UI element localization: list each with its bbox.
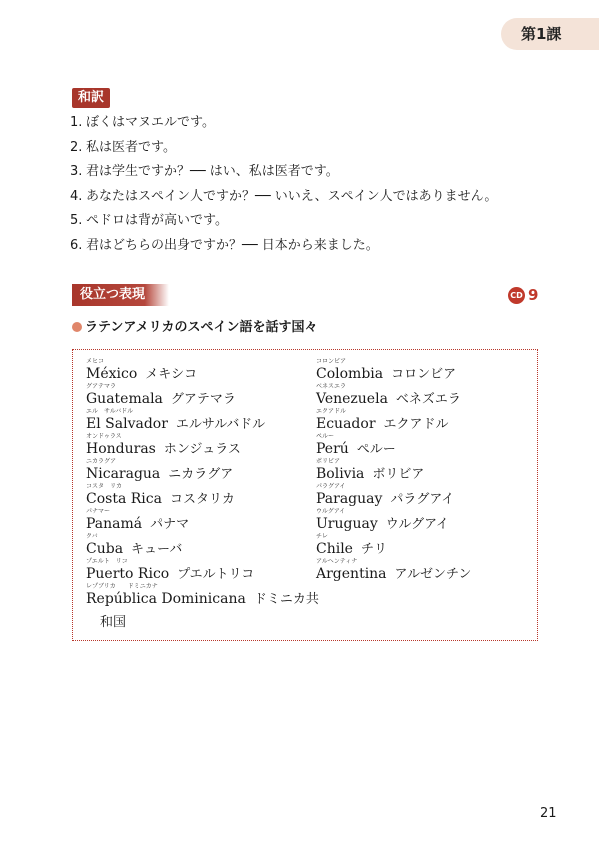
country-entry [86, 558, 254, 583]
country-ruby: パラグアイ [316, 483, 346, 490]
country-entry [86, 483, 235, 508]
country-ruby: ニカラグア [86, 458, 117, 465]
country-spanish: Ecuador [316, 416, 376, 432]
country-spanish: Perú [316, 441, 349, 457]
country-entry [86, 583, 319, 608]
country-spanish: Nicaragua [86, 466, 161, 482]
country-spanish: México [86, 366, 138, 382]
country-japanese: パナマ [150, 517, 190, 532]
country-japanese: ドミニカ共 [253, 592, 319, 607]
country-japanese: エルサルバドル [175, 417, 266, 432]
country-japanese: ホンジュラス [163, 442, 241, 457]
country-ruby: コスタ リカ [86, 483, 122, 490]
country-ruby: ペルー [316, 433, 335, 440]
country-entry [316, 483, 454, 508]
country-entry [86, 358, 197, 383]
item-number: 5. [70, 213, 83, 228]
country-ruby: プエルト リコ [86, 558, 128, 565]
cd-icon: CD [508, 287, 525, 304]
country-japanese: プエルトリコ [177, 567, 255, 582]
country-entry [316, 408, 449, 433]
country-spanish: Colombia [316, 366, 384, 382]
country-ruby: パナマー [86, 508, 111, 515]
translation-item [70, 185, 540, 210]
country-japanese: ボリビア [372, 467, 425, 482]
country-japanese: エクアドル [383, 417, 449, 432]
translation-item [70, 209, 540, 234]
country-japanese: グアテマラ [170, 392, 236, 407]
page-number: 21 [540, 806, 557, 821]
country-entry [316, 458, 424, 483]
country-ruby: コロンビア [316, 358, 347, 365]
item-number: 1. [70, 115, 83, 130]
country-ruby: ベネスエラ [316, 383, 347, 390]
country-spanish: Paraguay [316, 491, 383, 507]
country-entry [86, 408, 265, 433]
country-ruby: レプブリカ ドミニカナ [86, 583, 158, 590]
item-number: 6. [70, 237, 83, 253]
item-number: 4. [70, 188, 83, 204]
country-entry [316, 358, 456, 383]
country-entry [316, 533, 387, 558]
country-japanese: チリ [360, 542, 387, 557]
item-text: ペドロは背が高いです。 [86, 213, 228, 228]
country-entry [316, 383, 461, 408]
country-ruby: ウルグアイ [316, 508, 346, 515]
country-entry [86, 458, 233, 483]
country-ruby: アルヘンティナ [316, 558, 358, 565]
country-ruby: ボリビア [316, 458, 341, 465]
country-japanese: コスタリカ [169, 492, 235, 507]
item-text: あなたはスペイン人ですか？── いいえ、スペイン人ではありません。 [86, 188, 498, 204]
country-spanish: Guatemala [86, 391, 163, 407]
countries-subheading [72, 318, 317, 338]
translation-item [70, 160, 540, 185]
translation-item [70, 234, 540, 259]
subheading-text: ラテンアメリカのスペイン語を話す国々 [85, 320, 318, 335]
country-ruby: チレ [316, 533, 328, 540]
country-ruby: オンドゥラス [86, 433, 122, 440]
cd-track-number: 9 [528, 286, 539, 304]
country-japanese: ペルー [356, 442, 396, 457]
country-japanese: ニカラグア [168, 467, 234, 482]
country-spanish: Honduras [86, 441, 156, 457]
country-japanese: ベネズエラ [395, 392, 461, 407]
country-entry [86, 508, 189, 533]
country-spanish: Venezuela [316, 391, 388, 407]
lesson-tab: 第1課 [501, 18, 599, 50]
country-entry [316, 558, 471, 583]
country-spanish: El Salvador [86, 416, 168, 432]
item-text: 君は学生ですか？── はい、私は医者です。 [86, 164, 339, 179]
translation-list [70, 111, 540, 258]
country-entry [86, 433, 241, 458]
country-ruby: エクアドル [316, 408, 347, 415]
item-number: 2. [70, 139, 83, 155]
country-japanese: アルゼンチン [394, 567, 472, 582]
country-entry [86, 533, 182, 558]
item-text: 君はどちらの出身ですか？── 日本から来ました。 [86, 237, 379, 253]
bullet-icon [72, 322, 82, 332]
country-japanese: ウルグアイ [385, 517, 449, 532]
item-number: 3. [70, 164, 83, 179]
item-text: ぼくはマヌエルです。 [86, 115, 215, 130]
country-spanish: Cuba [86, 541, 124, 557]
country-spanish: Chile [316, 541, 353, 557]
useful-expressions-label: 役立つ表現 [72, 284, 169, 306]
country-spanish: Puerto Rico [86, 566, 170, 582]
country-entry [86, 383, 236, 408]
country-ruby: エル サルバドル [86, 408, 134, 415]
country-spanish: Bolivia [316, 466, 365, 482]
country-japanese: メキシコ [145, 367, 198, 382]
country-entry [316, 433, 396, 458]
country-spanish: República Dominicana [86, 591, 246, 607]
country-spanish: Argentina [316, 566, 387, 582]
item-text: 私は医者です。 [86, 139, 176, 155]
country-ruby: グアテマラ [86, 383, 117, 390]
country-ruby: クバ [86, 533, 98, 540]
country-japanese: キューバ [131, 542, 183, 557]
translation-item [70, 136, 540, 161]
country-spanish: Panamá [86, 516, 143, 532]
useful-expressions-bar [72, 284, 556, 306]
country-entry [316, 508, 449, 533]
country-japanese-continuation: 和国 [100, 615, 127, 630]
country-ruby: メヒコ [86, 358, 105, 365]
translation-section-label: 和訳 [72, 88, 110, 108]
country-japanese: コロンビア [391, 367, 457, 382]
country-spanish: Uruguay [316, 516, 378, 532]
translation-item [70, 111, 540, 136]
country-spanish: Costa Rica [86, 491, 162, 507]
country-japanese: パラグアイ [390, 492, 455, 507]
